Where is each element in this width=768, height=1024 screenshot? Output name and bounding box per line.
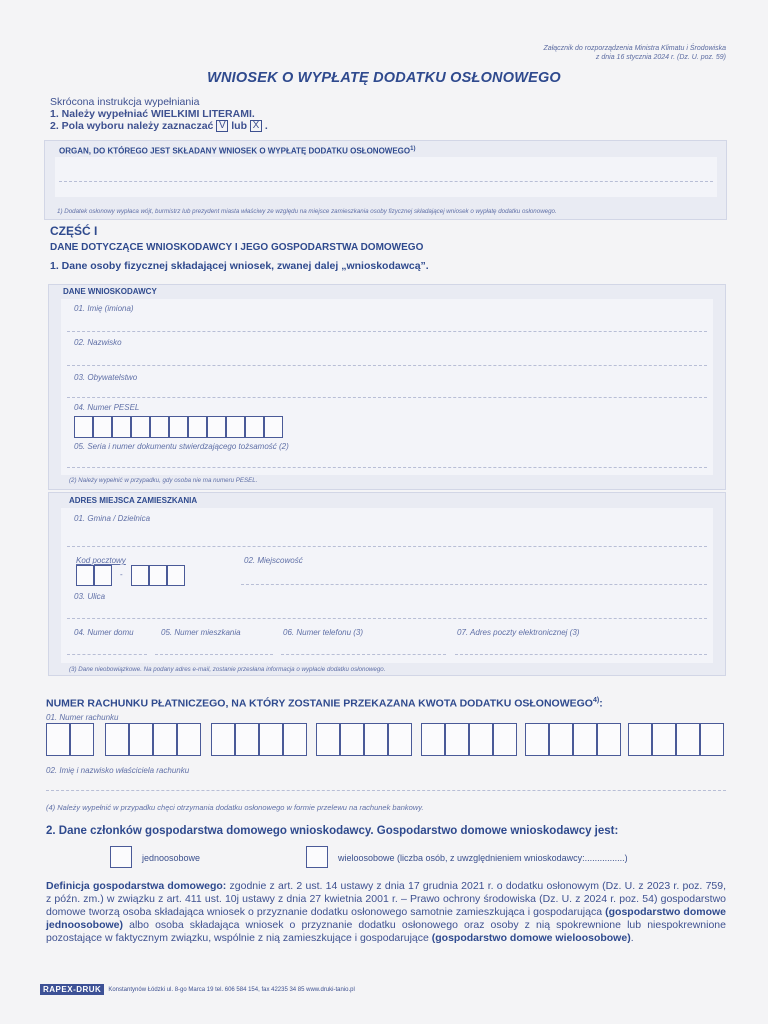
definition-single: (gospodarstwo domowe jednoosobowe) — [46, 906, 727, 931]
postal-dash: - — [120, 570, 123, 579]
locality-label: 02. Miejscowość — [244, 556, 303, 565]
account-number-input[interactable] — [46, 723, 726, 757]
apartment-number-label: 05. Numer mieszkania — [161, 628, 241, 637]
first-name-input[interactable] — [67, 331, 707, 332]
instruction-2-suffix: . — [264, 120, 268, 132]
check-v-example: V — [216, 120, 228, 132]
phone-label: 06. Numer telefonu (3) — [283, 628, 364, 637]
applicant-note: (2) Należy wypełnić w przypadku, gdy osoba nie ma numeru PESEL. — [69, 477, 258, 484]
postal-code-part2[interactable] — [131, 565, 185, 586]
account-owner-label: 02. Imię i nazwisko właściciela rachunku — [46, 766, 190, 775]
house-number-label: 04. Numer domu — [74, 628, 134, 637]
address-fields — [61, 508, 713, 663]
account-group-4 — [316, 723, 412, 756]
organ-label — [59, 146, 415, 156]
account-group-6 — [525, 723, 621, 756]
definition-text-3: . — [630, 932, 634, 944]
applicant-panel — [48, 284, 726, 490]
bank-heading-text: NUMER RACHUNKU PŁATNICZEGO, NA KTÓRY ZOSTANIE PRZEKAZANA KWOTA DODATKU OSŁONOWEGO — [46, 697, 593, 710]
instructions — [50, 96, 268, 132]
id-document-label: 05. Seria i numer dokumentu stwierdzającego tożsamość (2) — [74, 442, 289, 451]
account-group-3 — [211, 723, 307, 756]
account-group-2 — [105, 723, 201, 756]
phone-input[interactable] — [281, 654, 446, 655]
instructions-heading: Skrócona instrukcja wypełniania — [50, 96, 200, 108]
street-input[interactable] — [67, 618, 707, 619]
check-x-example: X — [250, 120, 262, 132]
house-number-input[interactable] — [67, 654, 147, 655]
address-panel — [48, 492, 726, 676]
account-group-7 — [628, 723, 724, 756]
postal-code-part1[interactable] — [76, 565, 112, 586]
id-document-input[interactable] — [67, 467, 707, 468]
surname-label: 02. Nazwisko — [74, 338, 122, 347]
publisher-logo: RAPEX-DRUK — [40, 984, 104, 995]
organ-input[interactable] — [55, 157, 717, 197]
street-label: 03. Ulica — [74, 592, 106, 601]
account-group-1 — [46, 723, 94, 756]
bank-heading-sup: 4) — [592, 697, 600, 704]
account-group-5 — [421, 723, 517, 756]
definition-text-2: albo osoba składająca wniosek o przyznanie dodatku osłonowego oraz osoby z nią spokrewnione lub niespokrewnione pozostające w faktycznym związku, wspólnie z nią zamieszkujące i gospodarujące — [46, 919, 726, 944]
organ-label-sup: 1) — [410, 146, 416, 152]
municipality-input[interactable] — [67, 546, 707, 547]
address-note: (3) Dane nieobowiązkowe. Na podany adres e-mail, zostanie przesłana informacja o wypłacie dodatku osłonowego. — [69, 666, 386, 673]
part1-title: CZĘŚĆ I — [50, 224, 98, 238]
pesel-input[interactable] — [74, 416, 283, 438]
part1-section1: 1. Dane osoby fizycznej składającej wniosek, zwanej dalej „wnioskodawcą”. — [50, 260, 429, 272]
pesel-label: 04. Numer PESEL — [74, 403, 140, 412]
household-definition — [46, 880, 726, 945]
definition-title: Definicja gospodarstwa domowego: — [46, 880, 227, 892]
footer — [40, 984, 355, 995]
household-heading: 2. Dane członków gospodarstwa domowego wnioskodawcy. Gospodarstwo domowe wnioskodawcy jest: — [46, 825, 619, 837]
instruction-or: lub — [231, 120, 247, 132]
bank-heading-colon: : — [599, 697, 603, 710]
applicant-label: DANE WNIOSKODAWCY — [63, 287, 157, 296]
annex-line-2: z dnia 16 stycznia 2024 r. (Dz. U. poz. 59) — [595, 54, 726, 61]
organ-input-line — [59, 181, 713, 182]
first-name-label: 01. Imię (imiona) — [74, 304, 134, 313]
account-number-label: 01. Numer rachunku — [46, 713, 119, 722]
part1-subtitle: DANE DOTYCZĄCE WNIOSKODAWCY I JEGO GOSPODARSTWA DOMOWEGO — [50, 242, 424, 253]
document-title: WNIOSEK O WYPŁATĘ DODATKU OSŁONOWEGO — [207, 70, 561, 86]
account-owner-input[interactable] — [46, 790, 726, 791]
email-label: 07. Adres poczty elektronicznej (3) — [457, 628, 580, 637]
organ-note: 1) Dodatek osłonowy wypłaca wójt, burmistrz lub prezydent miasta właściwy ze względu na miejsce zamieszkania osoby fizycznej składającej wniosek o wypłatę dodatku osłonowego. — [57, 208, 557, 215]
bank-heading — [46, 697, 603, 710]
applicant-fields — [61, 299, 713, 475]
annex-reference — [466, 44, 726, 62]
locality-input[interactable] — [241, 584, 707, 585]
citizenship-label: 03. Obywatelstwo — [74, 373, 138, 382]
multi-household-label: wieloosobowe (liczba osób, z uwzględnieniem wnioskodawcy:................) — [338, 853, 628, 863]
email-input[interactable] — [455, 654, 707, 655]
surname-input[interactable] — [67, 365, 707, 366]
single-household-checkbox[interactable] — [110, 846, 132, 868]
address-label: ADRES MIEJSCA ZAMIESZKANIA — [69, 496, 198, 505]
bank-note: (4) Należy wypełnić w przypadku chęci otrzymania dodatku osłonowego w formie przelewu na rachunek bankowy. — [46, 803, 424, 812]
multi-household-checkbox[interactable] — [306, 846, 328, 868]
instruction-2-text: 2. Pola wyboru należy zaznaczać — [50, 120, 214, 132]
definition-text-1: zgodnie z art. 2 ust. 14 ustawy z dnia 17 grudnia 2021 r. o dodatku osłonowym (Dz. U. z 2023 r. poz. 759, z późn. zm.) w związku z art. 411 ust. 10j ustawy z dnia 27 kwietnia 2001 r. – Prawo ochrony środowiska (Dz. U. z 2024 r. poz. 54) gospodarstwo domowe tworzą osoba składająca wniosek o przyznanie dodatku osłonowego samotnie zamieszkująca i gospodarująca — [46, 880, 727, 918]
organ-label-text: ORGAN, DO KTÓREGO JEST SKŁADANY WNIOSEK O WYPŁATĘ DODATKU OSŁONOWEGO — [59, 146, 411, 156]
municipality-label: 01. Gmina / Dzielnica — [74, 514, 151, 523]
publisher-address: Konstantynów Łódzki ul. 8-go Marca 19 tel. 606 584 154, fax 42235 34 85 www.druki-tanio.pl — [108, 986, 355, 993]
definition-multi: (gospodarstwo domowe wieloosobowe) — [431, 932, 631, 944]
apartment-number-input[interactable] — [155, 654, 273, 655]
annex-line-1: Załącznik do rozporządzenia Ministra Klimatu i Środowiska — [543, 45, 726, 52]
organ-panel — [44, 140, 727, 220]
instruction-1: 1. Należy wypełniać WIELKIMI LITERAMI. — [50, 108, 255, 120]
instruction-2 — [50, 120, 268, 132]
postal-code-label: Kod pocztowy — [76, 556, 126, 565]
single-household-label: jednoosobowe — [142, 853, 201, 863]
citizenship-input[interactable] — [67, 397, 707, 398]
